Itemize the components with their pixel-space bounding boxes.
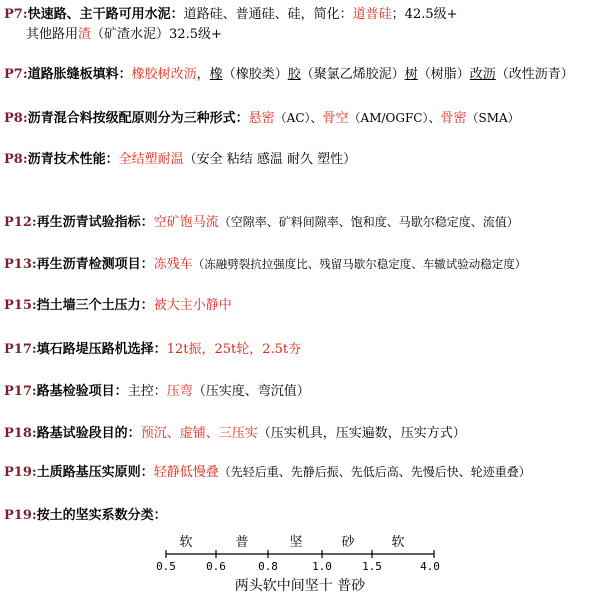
line-p7-cement (4, 6, 458, 24)
mnemonic: 悬密 (248, 111, 275, 126)
line-title: 路基检验项目： (36, 384, 128, 399)
line-p17-roller-selection (4, 341, 301, 359)
mnemonic: 橡胶树改沥 (131, 67, 197, 82)
line-p18-test-section (4, 425, 466, 443)
line-text: （改性沥青） (495, 67, 574, 82)
line-title: 快速路、主干路可用水泥： (27, 7, 184, 22)
line-text: （SMA） (466, 111, 520, 125)
line-p7-other-cement (26, 26, 222, 44)
page-ref: P17: (4, 384, 37, 399)
page-ref: P18: (4, 426, 37, 441)
line-text: （安全 粘结 感温 耐久 塑性） (183, 152, 357, 167)
line-text: （橡胶类） (222, 67, 288, 82)
line-p7-joint-filler (4, 66, 574, 84)
line-p13-recycled-tests (4, 255, 526, 274)
line-p12-recycled-indicators (4, 213, 519, 232)
soil-hardness-scale (150, 532, 450, 600)
mnemonic: 冻残车 (153, 257, 193, 272)
mnemonic: 道普硅 (352, 7, 392, 22)
line-p19-compaction-principle (4, 463, 531, 482)
line-title: 挡土墙三个土压力： (36, 298, 154, 313)
line-text: （空隙率、矿料间隙率、饱和度、马歇尔稳定度、流值） (218, 215, 519, 229)
scale-categories (179, 534, 404, 550)
mnemonic: 被大主小静中 (153, 298, 232, 313)
line-text: 其他路用 (26, 27, 79, 42)
line-title: 再生沥青试验指标： (36, 215, 154, 230)
underlined-word: 树 (404, 67, 418, 82)
page-ref: P13: (4, 257, 37, 272)
page-ref: P8: (4, 111, 28, 126)
scale-caption: 两头软中间坚十 普砂 (234, 578, 366, 594)
line-text: （AC）、 (274, 111, 323, 125)
line-text: （冻融劈裂抗拉强度比、残留马歇尔稳定度、车辙试验动稳定度） (192, 257, 527, 271)
scale-tick-label: 0.8 (258, 560, 278, 573)
line-text: ；42.5级+ (391, 7, 458, 22)
page-ref: P8: (4, 152, 28, 167)
mnemonic: 骨密 (440, 111, 467, 126)
mnemonic: 12t振，25t轮，2.5t夯 (166, 342, 302, 357)
line-text: （压实度、弯沉值） (192, 384, 310, 399)
mnemonic: 预沉、虚铺、三压实 (140, 426, 258, 441)
line-text: （矿渣水泥）32.5级+ (91, 27, 222, 42)
line-title: 沥青混合料按级配原则分为三种形式： (27, 111, 249, 126)
scale-category: 软 (179, 535, 193, 550)
line-text: （聚氯乙烯胶泥） (300, 67, 405, 82)
page-ref: P19: (4, 508, 37, 523)
scale-tick-label: 0.6 (206, 560, 226, 573)
line-text: （AM/OGFC）、 (348, 111, 441, 125)
mnemonic: 轻静低慢叠 (153, 465, 219, 480)
line-p15-retaining-wall (4, 297, 232, 315)
line-p8-mix-forms (4, 109, 520, 128)
line-title: 填石路堤压路机选择： (36, 342, 167, 357)
underlined-word: 橡 (209, 67, 223, 82)
scale-tick-label: 1.5 (362, 560, 382, 573)
mnemonic: 空矿饱马流 (153, 215, 219, 230)
line-text: 主控： (127, 384, 167, 399)
scale-category: 软 (391, 535, 405, 550)
line-title: 道路胀缝板填料： (27, 67, 132, 82)
scale-category: 普 (235, 535, 249, 550)
line-text: 道路硅、普通硅、硅，简化： (183, 7, 353, 22)
page-ref: P17: (4, 342, 37, 357)
page-ref: P19: (4, 465, 37, 480)
line-title: 按土的坚实系数分类： (36, 508, 167, 523)
line-title: 土质路基压实原则： (36, 465, 154, 480)
mnemonic: 压弯 (166, 384, 193, 399)
scale-tick-label: 1.0 (312, 560, 332, 573)
line-title: 路基试验段目的： (36, 426, 141, 441)
scale-tick-label: 0.5 (156, 560, 176, 573)
underlined-word: 胶 (287, 67, 301, 82)
scale-tick-labels (156, 560, 440, 573)
page-ref: P12: (4, 215, 37, 230)
scale-tick-label: 4.0 (420, 560, 440, 573)
page-ref: P7: (4, 7, 28, 22)
line-text: （先轻后重、先静后振、先低后高、先慢后快、轮迹重叠） (218, 465, 531, 479)
mnemonic: 骨空 (322, 111, 349, 126)
scale-category: 坚 (289, 535, 303, 550)
line-title: 再生沥青检测项目： (36, 257, 154, 272)
line-p8-asphalt-performance (4, 151, 356, 169)
line-p17-subgrade-items (4, 383, 310, 401)
mnemonic: 全结塑耐温 (118, 152, 184, 167)
line-p19-soil-classification (4, 507, 167, 525)
line-text: ， (196, 67, 210, 82)
line-title: 沥青技术性能： (27, 152, 119, 167)
mnemonic: 渣 (78, 27, 92, 42)
line-text: （树脂） (417, 67, 470, 82)
page-ref: P15: (4, 298, 37, 313)
page-ref: P7: (4, 67, 28, 82)
line-text: （压实机具，压实遍数，压实方式） (257, 426, 466, 441)
underlined-word: 改沥 (469, 67, 496, 82)
scale-category: 砂 (341, 535, 355, 550)
